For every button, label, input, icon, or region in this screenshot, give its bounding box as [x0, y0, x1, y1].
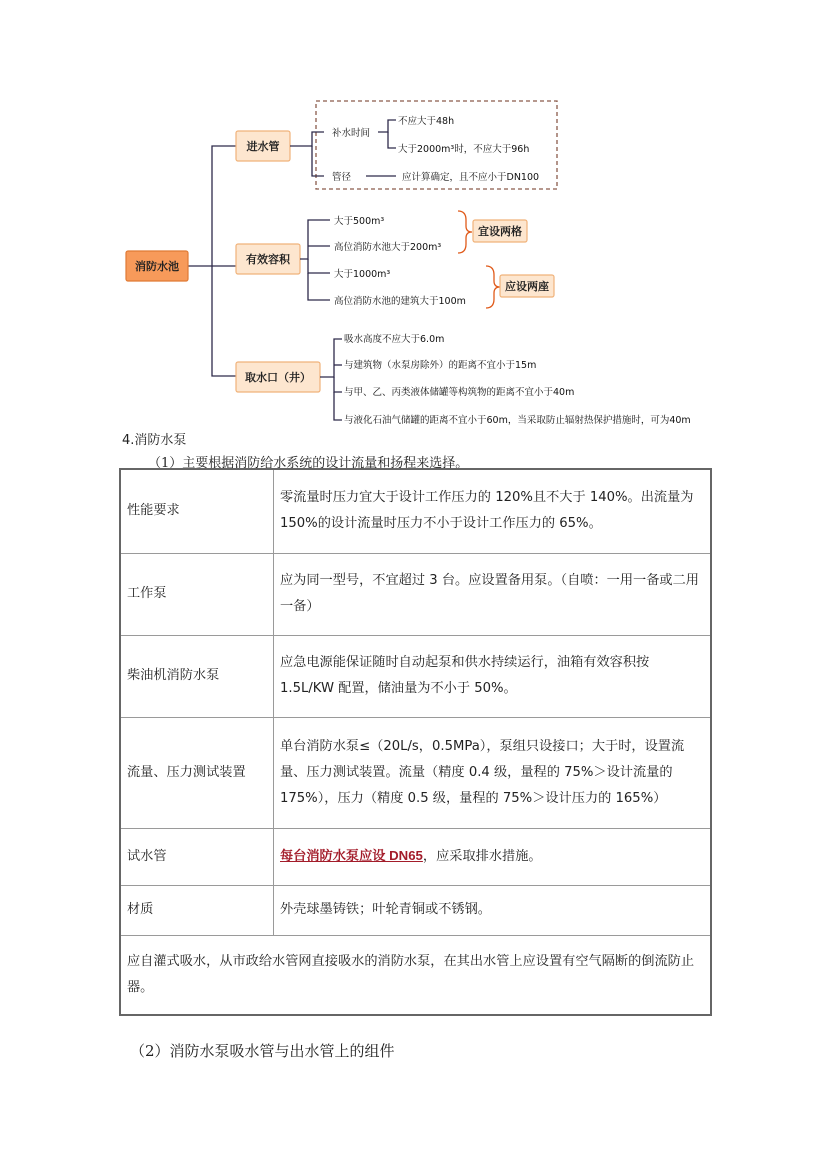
table-row — [120, 935, 711, 1015]
inlet-refill-a: 不应大于48h — [398, 116, 455, 127]
capacity-item3: 大于1000m³ — [334, 269, 391, 280]
subsection-title: （2）消防水泵吸水管与出水管上的组件 — [130, 1042, 395, 1060]
root-node — [126, 251, 188, 281]
row-label: 性能要求 — [120, 469, 274, 553]
capacity-note1: 宜设两格 — [478, 225, 522, 238]
row-label: 试水管 — [120, 828, 274, 885]
root-label: 消防水池 — [135, 260, 179, 273]
note-two-pools — [500, 275, 554, 297]
table-row — [120, 553, 711, 635]
inlet-refill-b: 大于2000m³时，不应大于96h — [398, 144, 530, 155]
table-row — [120, 828, 711, 885]
capacity-node — [236, 244, 300, 274]
capacity-label: 有效容积 — [246, 253, 290, 266]
test-pipe-highlight: 每台消防水泵应设 DN65 — [280, 848, 423, 863]
table-row — [120, 635, 711, 717]
test-pipe-rest: ，应采取排水措施。 — [422, 849, 542, 864]
row-text-full: 应自灌式吸水，从市政给水管网直接吸水的消防水泵，在其出水管上应设置有空气隔断的倒流防止器。 — [120, 935, 711, 1015]
row-text: 应急电源能保证随时自动起泵和供水持续运行，油箱有效容积按 1.5L/KW 配置，储油量为不小于 50%。 — [274, 635, 712, 717]
capacity-item1: 大于500m³ — [334, 216, 385, 227]
brace-1 — [458, 211, 472, 253]
pump-spec-table — [119, 468, 712, 1016]
intake-label: 取水口（井） — [245, 371, 311, 384]
capacity-item4: 高位消防水池的建筑大于100m — [334, 296, 466, 307]
row-text: 外壳球墨铸铁；叶轮青铜或不锈钢。 — [274, 885, 712, 935]
row-label: 材质 — [120, 885, 274, 935]
intake-item3: 与甲、乙、丙类液体储罐等构筑物的距离不宜小于40m — [344, 387, 575, 398]
inlet-refill-label: 补水时间 — [332, 128, 371, 139]
row-text — [274, 828, 712, 885]
row-text: 单台消防水泵≤（20L/s，0.5MPa），泵组只设接口；大于时，设置流量、压力测试装置。流量（精度 0.4 级，量程的 75%＞设计流量的 175%），压力（精度 0.5 级，量程的 75%＞设计压力的 165%） — [274, 717, 712, 828]
row-label: 工作泵 — [120, 553, 274, 635]
table-row — [120, 469, 711, 553]
intake-item4: 与液化石油气储罐的距离不宜小于60m，当采取防止辐射热保护措施时，可为40m — [344, 415, 691, 426]
row-label: 流量、压力测试装置 — [120, 717, 274, 828]
intake-item1: 吸水高度不应大于6.0m — [344, 334, 445, 345]
row-text: 应为同一型号，不宜超过 3 台。应设置备用泵。（自喷：一用一备或二用一备） — [274, 553, 712, 635]
inlet-node — [236, 131, 290, 161]
inlet-pipe-value: 应计算确定，且不应小于DN100 — [402, 172, 540, 183]
capacity-item2: 高位消防水池大于200m³ — [334, 242, 442, 253]
row-text: 零流量时压力宜大于设计工作压力的 120%且不大于 140%。出流量为 150%的设计流量时压力不小于设计工作压力的 65%。 — [274, 469, 712, 553]
row-label: 柴油机消防水泵 — [120, 635, 274, 717]
intake-node — [236, 362, 320, 392]
capacity-note2: 应设两座 — [505, 280, 549, 293]
mindmap-diagram — [0, 0, 830, 432]
inlet-label: 进水管 — [246, 140, 280, 153]
section-subtitle: （1）主要根据消防给水系统的设计流量和扬程来选择。 — [148, 456, 469, 471]
intake-item2: 与建筑物（水泵房除外）的距离不宜小于15m — [344, 360, 537, 371]
inlet-pipe-label: 管径 — [332, 172, 352, 183]
section-title: 4.消防水泵 — [122, 433, 187, 448]
note-two-compartments — [473, 220, 527, 242]
brace-2 — [486, 266, 500, 308]
table-row — [120, 717, 711, 828]
table-row — [120, 885, 711, 935]
